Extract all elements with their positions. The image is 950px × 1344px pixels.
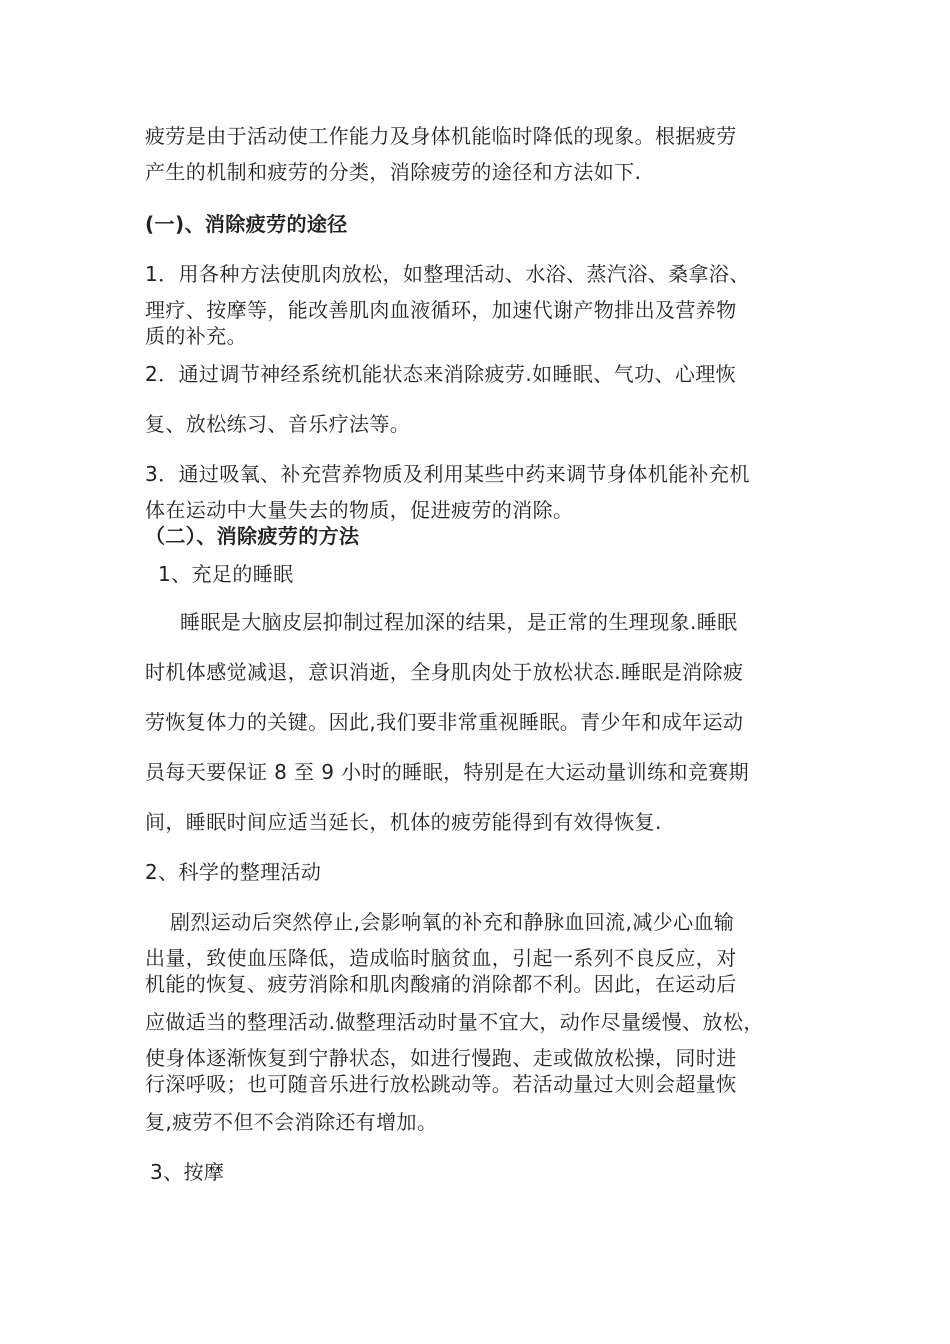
intro-line-2: 产生的机制和疲劳的分类，消除疲劳的途径和方法如下. [145,160,642,184]
method-2-body-line-5: 使身体逐渐恢复到宁静状态，如进行慢跑、走或做放松操，同时进 [145,1046,737,1070]
approach-1-line-3: 质的补充。 [145,324,247,348]
method-2-body-line-3: 机能的恢复、疲劳消除和肌肉酸痛的消除都不利。因此，在运动后 [145,972,737,996]
method-1-body-line-4: 员每天要保证 8 至 9 小时的睡眠，特别是在大运动量训练和竞赛期 [145,760,750,784]
method-2-body-line-2: 出量，致使血压降低，造成临时脑贫血，引起一系列不良反应，对 [145,946,737,970]
method-1-body-line-2: 时机体感觉减退，意识消逝，全身肌肉处于放松状态.睡眠是消除疲 [145,660,744,684]
section-heading-approaches: (一)、消除疲劳的途径 [145,212,348,236]
section-heading-methods: （二）、消除疲劳的方法 [145,524,360,548]
method-1-title: 1、充足的睡眠 [158,562,294,586]
method-2-body-line-6: 行深呼吸；也可随音乐进行放松跳动等。若活动量过大则会超量恢 [145,1072,737,1096]
method-2-body-line-4: 应做适当的整理活动.做整理活动时量不宜大，动作尽量缓慢、放松， [145,1010,764,1034]
intro-line-1: 疲劳是由于活动使工作能力及身体机能临时降低的现象。根据疲劳 [145,124,737,148]
method-2-body-line-1: 剧烈运动后突然停止,会影响氧的补充和静脉血回流,减少心血输 [170,910,735,934]
method-1-body-line-3: 劳恢复体力的关键。因此,我们要非常重视睡眠。青少年和成年运动 [145,710,744,734]
approach-3-line-2: 体在运动中大量失去的物质，促进疲劳的消除。 [145,498,574,522]
method-3-title: 3、按摩 [150,1160,225,1184]
method-1-body-line-1: 睡眠是大脑皮层抑制过程加深的结果，是正常的生理现象.睡眠 [180,610,738,634]
approach-3-line-1: 3．通过吸氧、补充营养物质及利用某些中药来调节身体机能补充机 [145,462,750,486]
approach-1-line-2: 理疗、按摩等，能改善肌肉血液循环，加速代谢产物排出及营养物 [145,298,737,322]
method-2-title: 2、科学的整理活动 [145,860,322,884]
approach-2-line-1: 2．通过调节神经系统机能状态来消除疲劳.如睡眠、气功、心理恢 [145,362,737,386]
method-2-body-line-7: 复,疲劳不但不会消除还有增加。 [145,1110,438,1134]
approach-1-line-1: 1．用各种方法使肌肉放松，如整理活动、水浴、蒸汽浴、桑拿浴、 [145,262,750,286]
method-1-body-line-5: 间，睡眠时间应适当延长，机体的疲劳能得到有效得恢复. [145,810,662,834]
approach-2-line-2: 复、放松练习、音乐疗法等。 [145,412,411,436]
